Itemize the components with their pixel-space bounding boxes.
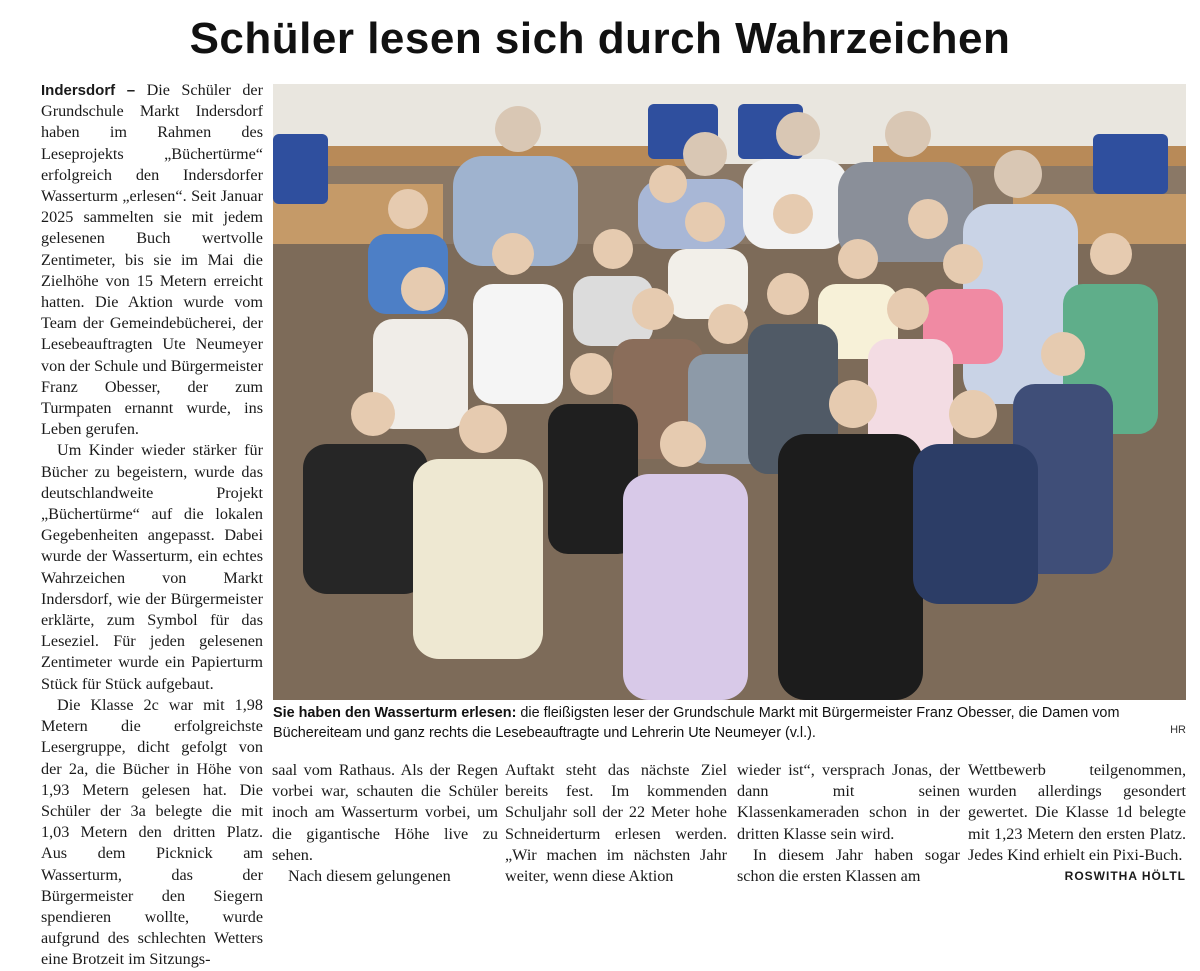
headline: Schüler lesen sich durch Wahrzeichen (189, 14, 1011, 63)
caption-text: die fleißigsten leser der Grundschule Markt mit Bürgermeister Franz Obesser, die Damen vom Büchereiteam und ganz rechts die Lesebeauftragte und Lehrerin Ute Neumeyer (v.l.). (273, 705, 1120, 741)
article-column-1 (41, 80, 263, 971)
article-paragraph: Auftakt steht das nächste Ziel bereits fest. Im kommenden Schuljahr soll der 22 Meter hohe Schneiderturm erlesen werden. „Wir machen im nächsten Jahr weiter, wenn diese Aktion (505, 761, 727, 886)
photo-caption (273, 703, 1186, 743)
article-column-3 (505, 760, 727, 887)
article-paragraph: In diesem Jahr haben sogar schon die ersten Klassen am (737, 845, 960, 886)
dateline: Indersdorf – (41, 82, 136, 99)
article-paragraph: saal vom Rathaus. Als der Regen vorbei war, schauten die Schüler inoch am Wasserturm vorbei, um die gigantische Höhe live zu sehen. (272, 761, 498, 864)
article-column-2 (272, 760, 498, 887)
article-paragraph: wieder ist“, versprach Jonas, der dann mit seinen Klassenkameraden schon in der dritten Klasse sein wird. (737, 761, 960, 843)
article-paragraph: Nach diesem gelungenen (288, 867, 451, 886)
group-photo (273, 84, 1186, 700)
author-byline: ROSWITHA HÖLTL (1064, 869, 1186, 884)
article-paragraph: Die Schüler der Grundschule Markt Indersdorf haben im Rahmen des Leseprojekts „Büchertürme“ erfolgreich den Indersdorfer Wasserturm „erlesen“. Seit Januar 2025 sammelten sie mit jedem gelesenen Buch wertvolle Zentimeter, bis sie im Mai die Zielhöhe von 15 Metern erreicht hatten. Die Aktion wurde vom Team der Gemeindebücherei, der Lesebeauftragten Ute Neumeyer von der Schule und Bürgermeister Franz Obesser, der zum Turmpaten ernannt wurde, ins Leben gerufen. (41, 81, 263, 439)
caption-lead: Sie haben den Wasserturm erlesen: (273, 705, 517, 721)
article-paragraph: Um Kinder wieder stärker für Bücher zu begeistern, wurde das deutschlandweite Projekt „Büchertürme“ auf die lokalen Gegebenheiten angepasst. Dabei wurde der Wasserturm, ein echtes Wahrzeichen von Markt Indersdorf, wie der Bürgermeister erklärte, zum Symbol für das Leseziel. Für jeden gelesenen Zentimeter wurde ein Papierturm Stück für Stück aufgebaut. (41, 441, 263, 693)
article-paragraph: Die Klasse 2c war mit 1,98 Metern die erfolgreichste Lesergruppe, dicht gefolgt von der 2a, die Bücher in Höhe von 1,93 Metern gelesen hat. Die Schüler der 3a belegte die mit 1,03 Metern den dritten Platz. Aus dem Picknick am Wasserturm, das der Bürgermeister den Siegern spendieren wollte, wurde aufgrund des schlechten Wetters eine Brotzeit im Sitzungs- (41, 695, 263, 969)
article-column-5 (968, 760, 1186, 887)
photo-credit: HR (1170, 724, 1186, 736)
article-paragraph: Wettbewerb teilgenommen, wurden allerdings gesondert gewertet. Die Klasse 1d belegte mit 1,23 Metern den ersten Platz. Jedes Kind erhielt ein Pixi-Buch. ROSWITHA HÖLTL (968, 760, 1186, 866)
article-column-4 (737, 760, 960, 887)
